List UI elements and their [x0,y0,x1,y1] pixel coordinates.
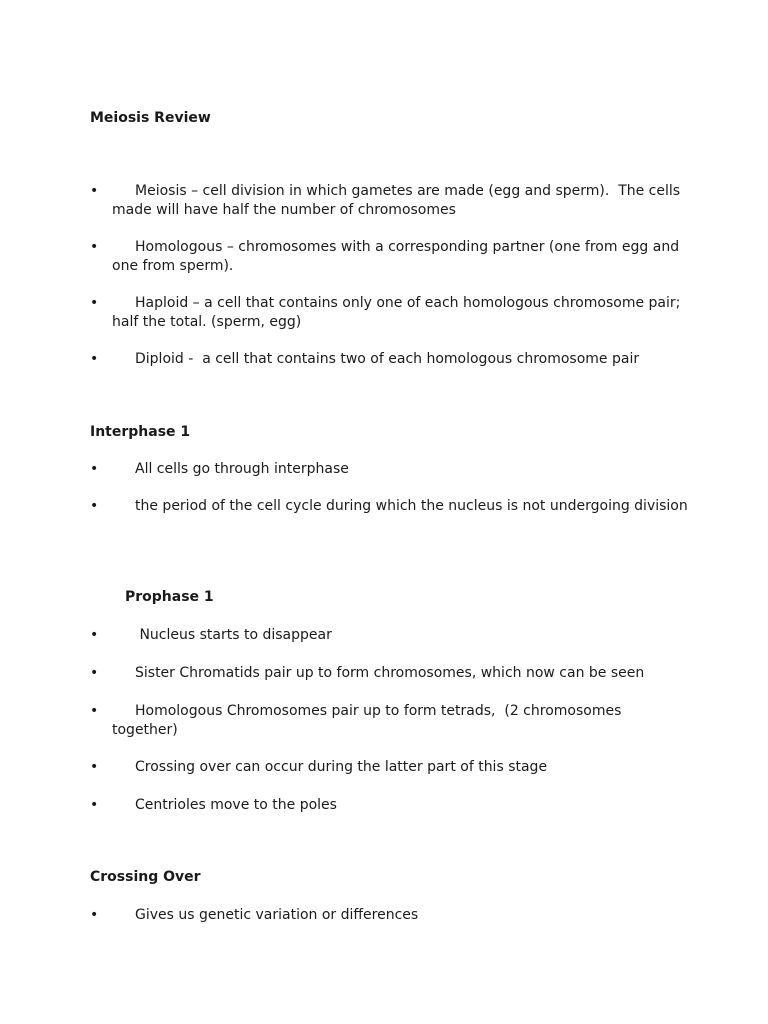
list-item-text: All cells go through interphase [135,461,349,477]
list-item-text: Gives us genetic variation or differences [135,907,419,923]
list-item-text: Crossing over can occur during the latter part of this stage [135,759,548,775]
bullet-icon: • [90,703,99,719]
list-item [90,796,690,815]
list-item-text: Meiosis – cell division in which gametes are made (egg and sperm). The cells made will have half the number of chromosomes [112,183,685,218]
list-item [90,497,690,516]
list-item-text: Centrioles move to the poles [135,797,337,813]
bullet-icon: • [90,351,99,367]
bullet-icon: • [90,627,99,643]
bullet-icon: • [90,461,99,477]
list-item [90,350,690,369]
list-item-text: Homologous – chromosomes with a corresponding partner (one from egg and one from sperm). [112,239,684,274]
list-item-text: Homologous Chromosomes pair up to form tetrads, (2 chromosomes together) [112,703,626,738]
bullet-icon: • [90,183,99,199]
list-item [90,238,690,276]
section-heading-prophase: Prophase 1 [125,589,214,605]
list-item [90,460,690,479]
bullet-icon: • [90,907,99,923]
section-heading-interphase: Interphase 1 [90,424,191,440]
bullet-icon: • [90,498,99,514]
list-item-text: Haploid – a cell that contains only one of each homologous chromosome pair; half the total. (sperm, egg) [112,295,685,330]
list-item [90,182,690,220]
section-heading-crossing-over: Crossing Over [90,869,201,885]
section-heading-meiosis-review: Meiosis Review [90,110,211,126]
bullet-icon: • [90,797,99,813]
bullet-icon: • [90,295,99,311]
list-item [90,906,690,925]
list-item-text: the period of the cell cycle during which the nucleus is not undergoing division [135,498,688,514]
list-item [90,294,690,332]
list-item [90,626,690,645]
list-item [90,702,690,740]
list-item-text: Nucleus starts to disappear [135,627,332,643]
list-item [90,758,690,777]
bullet-icon: • [90,239,99,255]
list-item-text: Diploid - a cell that contains two of each homologous chromosome pair [135,351,640,367]
bullet-icon: • [90,759,99,775]
list-item-text: Sister Chromatids pair up to form chromosomes, which now can be seen [135,665,645,681]
bullet-icon: • [90,665,99,681]
list-item [90,664,690,683]
